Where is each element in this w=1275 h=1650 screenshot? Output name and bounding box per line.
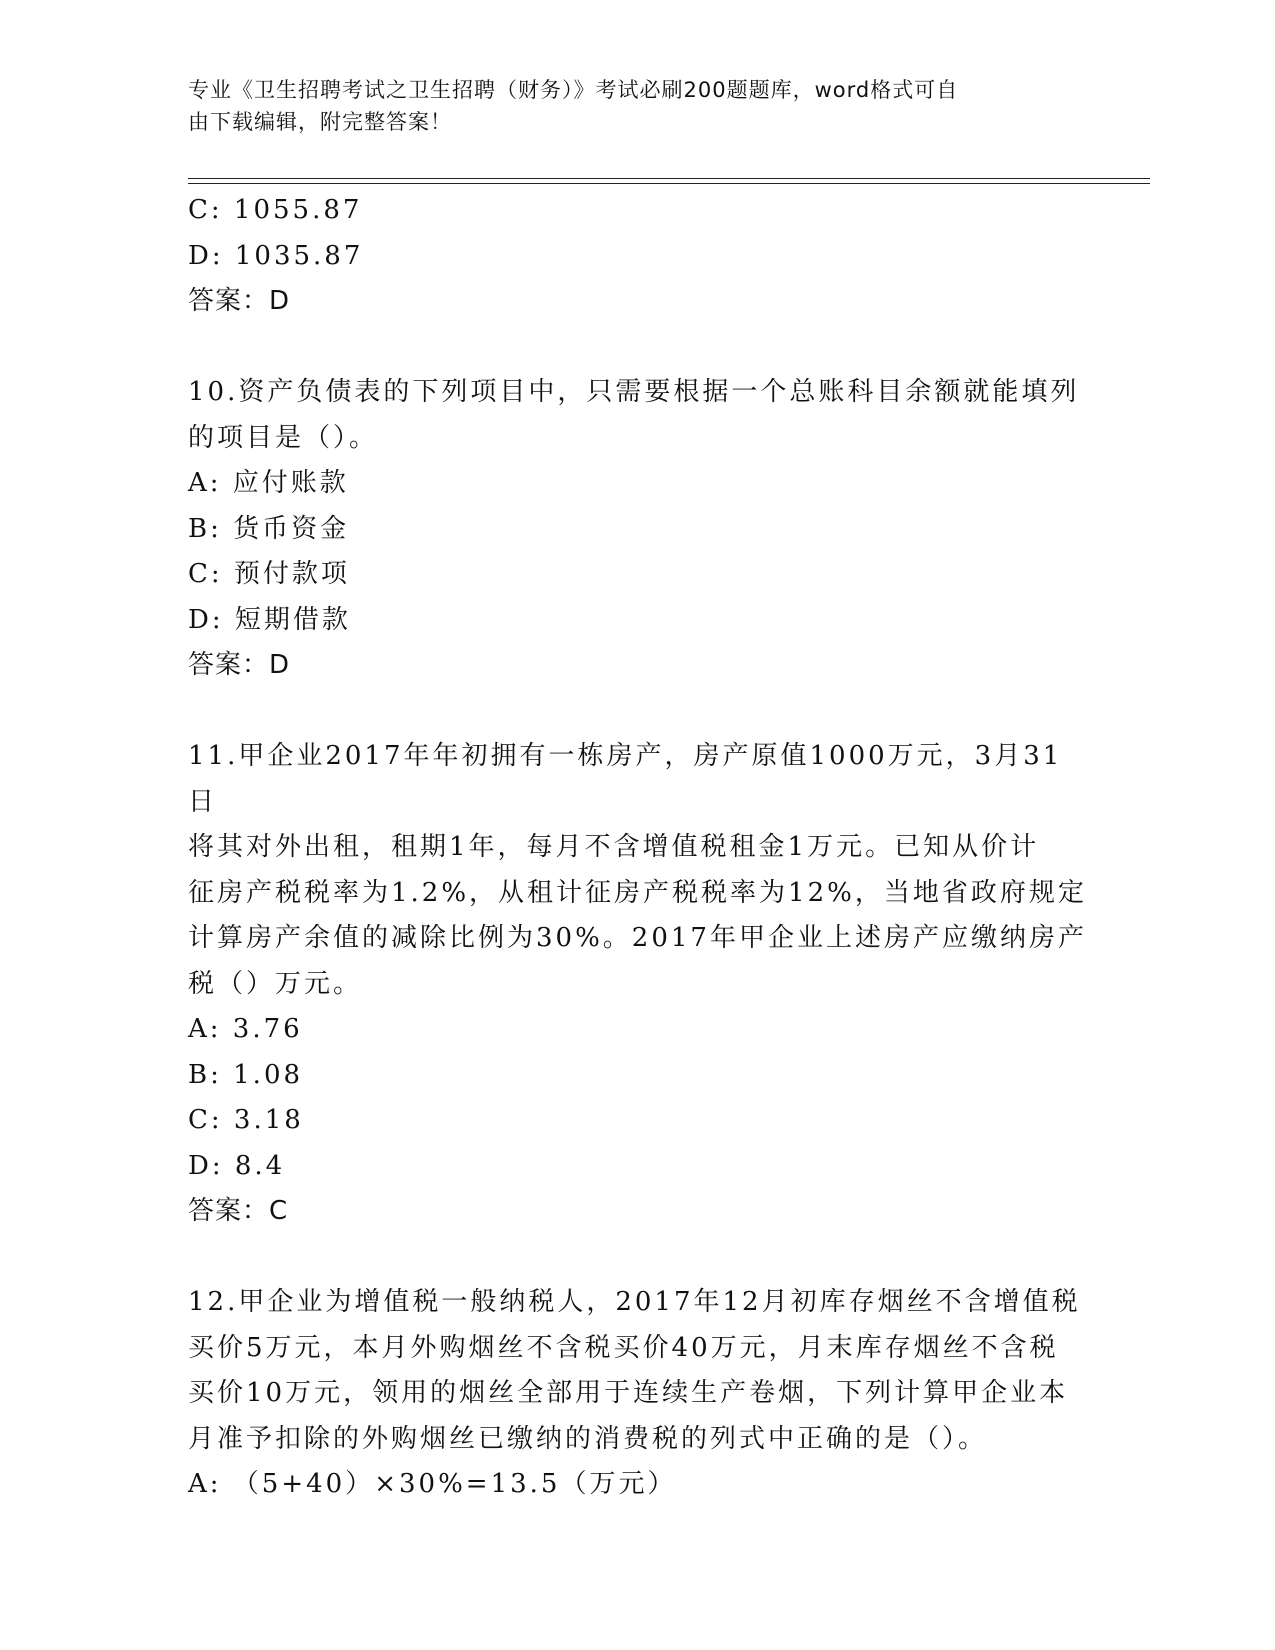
question-text-line: 12.甲企业为增值税一般纳税人，2017年12月初库存烟丝不含增值税 [188, 1287, 1081, 1317]
option-d: D: 短期借款 [188, 604, 351, 635]
header-line-1: 专业《卫生招聘考试之卫生招聘（财务）》考试必刷200题题库，word格式可自 [188, 78, 959, 102]
question-text-line: 11.甲企业2017年年初拥有一栋房产，房产原值1000万元，3月31日 [188, 741, 1063, 817]
option-c: C: 3.18 [188, 1105, 304, 1135]
option-b: B: 1.08 [188, 1059, 304, 1090]
question-12 [188, 1280, 1088, 1508]
option-c: C: 预付款项 [188, 559, 350, 589]
question-text-line: 计算房产余值的减除比例为30%。2017年甲企业上述房产应缴纳房产 [188, 923, 1087, 953]
document-header [188, 74, 1088, 138]
answer-line: 答案：D [188, 286, 291, 316]
header-divider-top [188, 178, 1150, 179]
question-text-line: 买价5万元，本月外购烟丝不含税买价40万元，月末库存烟丝不含税 [188, 1332, 1059, 1363]
document-body [188, 188, 1088, 1508]
question-text-line: 买价10万元，领用的烟丝全部用于连续生产卷烟，下列计算甲企业本 [188, 1378, 1069, 1408]
option-a: A: 应付账款 [188, 468, 349, 498]
question-9-tail [188, 188, 1088, 325]
answer-line: 答案：D [188, 650, 291, 680]
question-text-line: 的项目是（）。 [188, 422, 379, 453]
spacer [188, 689, 1088, 735]
question-10 [188, 370, 1088, 689]
header-line-2: 由下载编辑，附完整答案！ [188, 110, 452, 134]
header-divider-bottom [188, 183, 1150, 184]
question-text-line: 将其对外出租，租期1年，每月不含增值税租金1万元。已知从价计 [188, 832, 1040, 862]
answer-line: 答案：C [188, 1196, 289, 1226]
spacer [188, 325, 1088, 371]
option-d: D: 8.4 [188, 1150, 286, 1181]
option-c: C: 1055.87 [188, 195, 363, 225]
question-text-line: 税（）万元。 [188, 968, 363, 999]
spacer [188, 1235, 1088, 1281]
question-11 [188, 734, 1088, 1235]
option-a: A: （5+40）×30%=13.5（万元） [188, 1469, 677, 1499]
question-text-line: 月准予扣除的外购烟丝已缴纳的消费税的列式中正确的是（）。 [188, 1423, 988, 1454]
question-text-line: 征房产税税率为1.2%，从租计征房产税税率为12%，当地省政府规定 [188, 877, 1087, 908]
option-d: D: 1035.87 [188, 240, 364, 271]
option-b: B: 货币资金 [188, 513, 350, 544]
option-a: A: 3.76 [188, 1014, 303, 1044]
question-text-line: 10.资产负债表的下列项目中，只需要根据一个总账科目余额就能填列 [188, 377, 1080, 407]
